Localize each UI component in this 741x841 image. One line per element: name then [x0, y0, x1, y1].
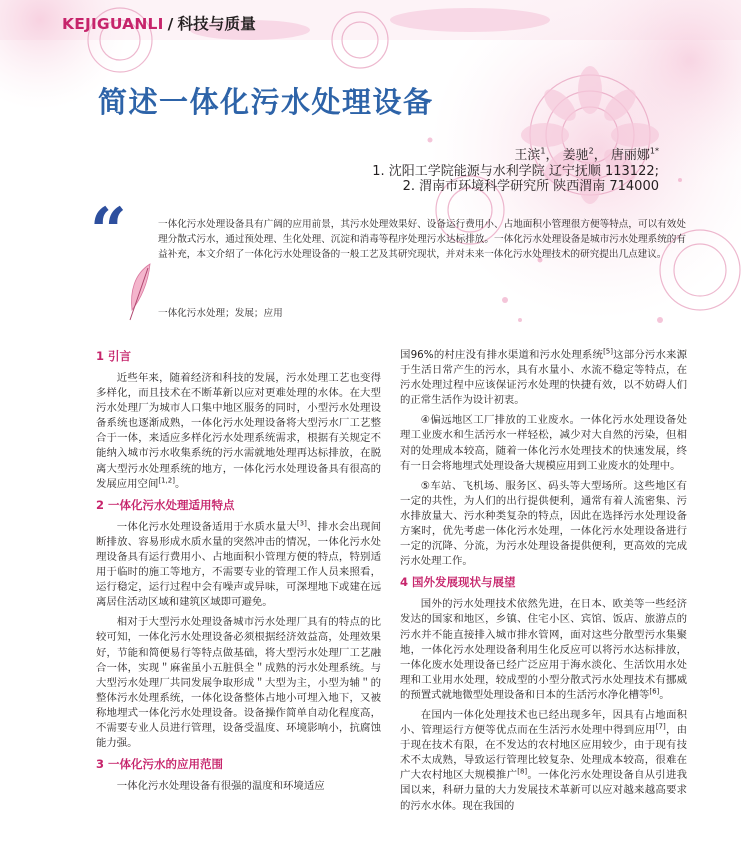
- citation: [6]: [649, 687, 660, 696]
- paragraph: [400, 348, 687, 408]
- author-affil-mark: 1*: [649, 146, 659, 156]
- affiliation-2: 2. 渭南市环境科学研究所 陕西渭南 714000: [402, 179, 659, 194]
- paragraph: [96, 615, 381, 751]
- author-name: 唐丽娜: [610, 148, 650, 163]
- paragraph-tail: 。: [659, 688, 670, 701]
- author-separator: ，: [593, 148, 607, 163]
- journal-header: [62, 12, 256, 34]
- paragraph: [400, 413, 687, 473]
- paragraph: [400, 479, 687, 570]
- paragraph-tail: 、排水会出现间断排放、容易形成水质水量的突然冲击的情况，一体化污水处理设备具有运行费用小、占地面积小管理方便的特点，特别适用于临时的施工等地方，不需要专业的管理工作人员来照看，运行稳定，运行过程中会有噪声或异味，可深埋地下或建在远离居住活动区域和建筑区域即可避免。: [96, 520, 382, 609]
- abstract: 一体化污水处理设备具有广阔的应用前景，其污水处理效果好、设备运行费用小、占地面积小管理很方便等特点，可以有效处理分散式污水，通过预处理、生化处理、沉淀和消毒等程序处理污水达标排放。一体化污水处理设备是城市污水处理系统的有益补充，本文介绍了一体化污水处理设备的一般工艺及其研究现状，并对未来一体化污水处理技术的研究提出几点建议。: [158, 219, 686, 260]
- author-affil-mark: 1: [540, 146, 546, 156]
- paragraph-text: 相对于大型污水处理设备城市污水处理厂具有的特点的比较可知，一体化污水处理设备必须根据经济效益高，处理效果好，节能和简便易行等特点做基础，将大型污水处理厂工艺融合一体，实现＂麻雀虽小五脏俱全＂成熟的污水处理系统。与大型污水处理厂共同发展争取形成＂大型为主，小型为辅＂的整体污水处理系统，一体化设备整体占地小可埋入地下，又被称地埋式一体化污水处理设备。设备操作简单自动化程度高，不需要专业人员进行管理，设备受温度、环境影响小，抗腐蚀能力强。: [96, 616, 381, 750]
- author-separator: ，: [545, 148, 559, 163]
- paragraph-tail: 这部分污水来源于生活日常产生的污水，具有水量小、水流不稳定等特点，在污水处理过程中应该保证污水处理的快捷有效，以不妨碍人们的正常生活作为设计初衷。: [400, 349, 688, 407]
- author-names: [372, 148, 659, 164]
- paragraph-tail: ，由于现在技术有限，在不发达的农村地区应用较少，由于现有技术不太成熟，导致运行管理比较复杂、处理成本较高，很难在广大农村地区大规模推广: [400, 724, 688, 782]
- paragraph-text: 近些年来，随着经济和科技的发展，污水处理工艺也变得多样化，而且技术在不断革新以应对更难处理的水体。在大型污水处理厂为城市人口集中地区服务的同时，小型污水处理设备系统也逐渐成熟，一体化污水处理设备将大型污水厂工艺整合于一体，来适应多样化污水处理系统需求，根据有关规定不能纳入城市污水收集系统的污水需就地处理再达标排放，在脱离大型污水处理系统的地方，一体化污水处理设备具有很高的发展应用空间: [96, 372, 381, 490]
- paragraph-tail: 。一体化污水处理设备自从引进我国以来，科研力量的大力发展技术革新可以应对越来越高要求的污水水体。现在我国的: [400, 769, 688, 812]
- author-block: [372, 148, 659, 195]
- paragraph: [96, 520, 381, 611]
- paragraph-text: ⑤车站、飞机场、服务区、码头等大型场所。这些地区有一定的共性，为人们的出行提供便利，通常有着人流密集、污水排放量大、污水种类复杂的特点，因此在选择污水处理设备方案时，优先考虑一体化污水处理，一体化污水处理设备进行一定的沉降、分流，为污水处理设备提供便利，更高效的完成污水处理工作。: [400, 479, 687, 568]
- paragraph: [96, 371, 381, 492]
- affiliation-1: 1. 沈阳工学院能源与水利学院 辽宁抚顺 113122;: [372, 163, 659, 179]
- section-heading: 3 一体化污水的应用范围: [96, 757, 224, 772]
- article-title: 简述一体化污水处理设备: [98, 85, 434, 119]
- author-name: 王滨: [514, 148, 541, 163]
- section-heading: 2 一体化污水处理适用特点: [96, 497, 235, 512]
- paragraph: [400, 708, 687, 814]
- paragraph-text: 国外的污水处理技术依然先进，在日本、欧美等一些经济发达的国家和地区，乡镇、住宅小区、宾馆、饭店、旅游点的污水并不能直接排入城市排水管网，面对这些分散型污水集聚地，一体化污水处理设备利用生化反应可以将污水达标排放，一体化废水处理设备已经广泛应用于海水淡化、生活饮用水处理和工业用水处理，较成型的小型分散式污水处理技术有挪威的预置式就地微型处理设备和日本的生活污水净化槽等: [400, 598, 687, 701]
- author-affil-mark: 2: [588, 146, 594, 156]
- author-name: 姜驰: [562, 148, 589, 163]
- citation: [8]: [517, 767, 528, 776]
- journal-brand: KEJIGUANLI: [62, 15, 164, 33]
- paragraph-text: 一体化污水处理设备适用于水质水量大: [116, 520, 297, 533]
- section-heading: 4 国外发展现状与展望: [400, 575, 516, 590]
- citation: [1,2]: [158, 476, 175, 485]
- keywords: 一体化污水处理；发展；应用: [158, 308, 283, 319]
- citation: [3]: [296, 519, 307, 528]
- header-separator: /: [167, 15, 174, 33]
- paragraph: [96, 779, 381, 794]
- citation: [7]: [655, 722, 666, 731]
- left-column: [96, 348, 381, 799]
- right-column: [400, 348, 687, 819]
- paragraph-text: ④偏远地区工厂排放的工业废水。一体化污水处理设备处理工业废水和生活污水一样轻松，减少对大自然的污染，但相对的处理成本较高，随着一体化污水处理技术的快速发展，终有一日会将地埋式处理设备大规模应用到工业废水的处理中。: [400, 414, 687, 472]
- paragraph-text: 在国内一体化处理技术也已经出现多年，因具有占地面积小、管理运行方便等优点而在生活污水处理中得到应用: [400, 708, 687, 737]
- paragraph: [400, 597, 687, 703]
- paragraph-text: 一体化污水处理设备有很强的温度和环境适应: [116, 780, 325, 793]
- quote-mark-icon: “: [90, 194, 121, 269]
- paragraph-text: 国96%的村庄没有排水渠道和污水处理系统: [400, 349, 604, 361]
- feather-icon: [126, 262, 156, 322]
- journal-section: 科技与质量: [177, 15, 256, 33]
- citation: [5]: [603, 347, 613, 356]
- section-heading: 1 引言: [96, 349, 132, 363]
- paragraph-tail: 。: [174, 477, 186, 490]
